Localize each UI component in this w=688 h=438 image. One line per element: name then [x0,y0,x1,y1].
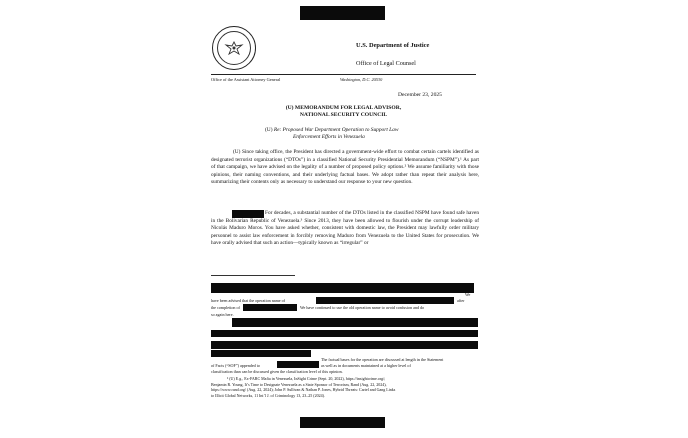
office-name: Office of Legal Counsel [356,60,416,67]
header-rule [211,74,476,75]
sub-office: Office of the Assistant Attorney General [211,77,281,82]
footnote-redaction-5 [211,330,478,337]
fn-a-line6: so again here. [211,312,234,317]
fn-b-line2a: of Facts (“SOF”) appended to [211,363,260,368]
footnote-rule [211,275,295,276]
fn-b-line1: The factual bases for the operation are discussed at length in the Statement [321,357,444,362]
footnote-redaction-6 [211,341,478,349]
memo-date: December 23, 2025 [398,92,442,98]
re-text-2: Enforcement Efforts in Venezuela [293,134,365,141]
footnote-redaction-8 [277,361,319,368]
location: Washington, D.C. 20530 [340,77,383,82]
fn3-line3: https://www.rand.org/ (Aug. 22, 2024); John P. Sullivan & Nathan P. Jones, Hybrid Threats: Cartel and Gang Links [211,387,396,392]
fn-a-completion: the completion of [211,305,240,310]
department-name: U.S. Department of Justice [356,42,430,49]
paragraph-1-text: (U) Since taking office, the President has directed a government-wide effort to combat certain cartels identified as designated terrorist organizations (“DTOs”) in a classified National Security Presidential Memorandum (“NSPM”).¹ As part of that campaign, we have advised on the legality of a number of proposed policy options.² We assume familiarity with those opinions, their naming conventions, and their underlying factual bases. We adopt rather than repeat their analysis here, summarizing their contents only as necessary to understand our response to your new question. [211,149,479,186]
doj-seal-icon [212,26,256,70]
top-redaction [300,6,385,20]
fn-a-after: after [457,298,465,303]
re-line [265,127,475,141]
paragraph-1 [211,149,479,187]
footnote-redaction-1 [211,283,474,293]
fn-b-line3: classification than can be discussed given the classification level of this opinion. [211,369,343,374]
memo-title-line1: (U) MEMORANDUM FOR LEGAL ADVISOR, [285,105,402,111]
re-text-1: Re: Proposed War Department Operation to Support Law [273,127,399,133]
memo-title-line2: NATIONAL SECURITY COUNCIL [299,112,388,119]
fn-a-line2: have been advised that the operation name of [211,298,285,303]
fn-a-line5: We have continued to use the old operation name to avoid confusion and do [300,305,425,310]
paragraph-2 [211,210,479,248]
footnote-redaction-7 [211,350,311,357]
fn3-line2: Benjamin R. Young, It’s Time to Designate Venezuela as a State Sponsor of Terrorism, Rand (Aug. 22, 2024), [211,381,387,387]
paragraph-2-text: For decades, a substantial number of the DTOs listed in the classified NSPM have found safe haven in the Bolivarian Republic of Venezuela.³ Since 2013, they have been allowed to flourish under the corrupt leadership of Nicolás Maduro Moros. You have asked whether, consistent with domestic law, the President may lawfully order military personnel to assist law enforcement in forcibly removing Maduro from Venezuela to the United States for prosecution. We have orally advised that such an action—typically known as “irregular” or [211,210,479,247]
memo-title [211,105,476,120]
bottom-redaction [300,417,385,428]
footnote-redaction-4 [232,318,478,327]
footnote-redaction-3 [243,304,297,311]
fn3-line1: ³ (U) E.g., Ex-FARC Mafia in Venezuela, InSight Crime (Sept. 20, 2022), https://insightcrime.org/; [227,376,386,381]
fn3-line4: to Illicit Global Networks, 11 Int’l J. of Criminology 13, 23–25 (2024). [211,392,325,398]
footnote-redaction-2 [316,297,454,304]
footnote-3 [211,376,481,398]
fn-a-we: We [465,292,471,297]
re-label: (U) [265,127,273,133]
fn-b-line2b: as well as in documents maintained at a higher level of [321,363,411,368]
